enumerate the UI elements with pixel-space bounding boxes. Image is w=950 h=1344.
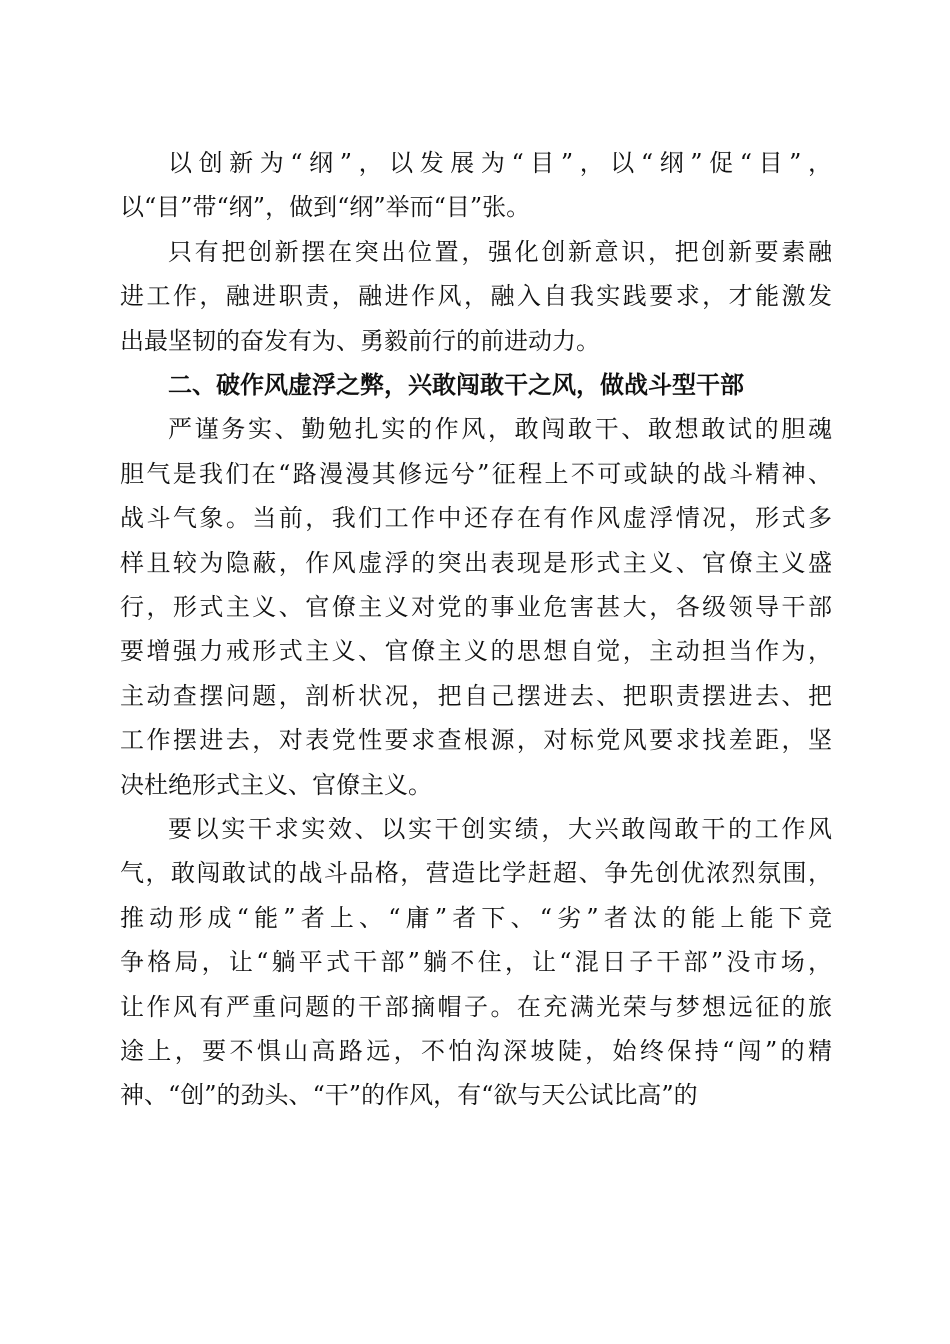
paragraph-line: 主动查摆问题，剖析状况，把自己摆进去、把职责摆进去、把 — [120, 681, 832, 710]
paragraph-line: 推动形成“能”者上、“庸”者下、“劣”者汰的能上能下竞 — [120, 903, 832, 932]
paragraph-line: 只有把创新摆在突出位置，强化创新意识，把创新要素融 — [168, 237, 832, 266]
paragraph-line: 出最坚韧的奋发有为、勇毅前行的前进动力。 — [120, 326, 600, 355]
paragraph-line: 神、“创”的劲头、“干”的作风，有“欲与天公试比高”的 — [120, 1081, 698, 1110]
paragraph-line: 严谨务实、勤勉扎实的作风，敢闯敢干、敢想敢试的胆魂 — [168, 415, 832, 444]
paragraph-line: 气，敢闯敢试的战斗品格，营造比学赶超、争先创优浓烈氛围， — [120, 859, 832, 888]
paragraph-line: 让作风有严重问题的干部摘帽子。在充满光荣与梦想远征的旅 — [120, 992, 832, 1021]
paragraph-line: 工作摆进去，对表党性要求查根源，对标党风要求找差距，坚 — [120, 726, 832, 755]
paragraph-line: 要增强力戒形式主义、官僚主义的思想自觉，主动担当作为， — [120, 637, 832, 666]
paragraph-line: 以“目”带“纲”，做到“纲”举而“目”张。 — [120, 193, 531, 222]
paragraph-line: 样且较为隐蔽，作风虚浮的突出表现是形式主义、官僚主义盛 — [120, 548, 832, 577]
paragraph-line: 途上，要不惧山高路远，不怕沟深坡陡，始终保持“闯”的精 — [120, 1037, 832, 1065]
paragraph-line: 胆气是我们在“路漫漫其修远兮”征程上不可或缺的战斗精神、 — [120, 459, 832, 488]
section-heading: 二、破作风虚浮之弊，兴敢闯敢干之风，做战斗型干部 — [168, 371, 744, 399]
paragraph-line: 行，形式主义、官僚主义对党的事业危害甚大，各级领导干部 — [120, 593, 832, 621]
paragraph-line: 进工作，融进职责，融进作风，融入自我实践要求，才能激发 — [120, 282, 832, 311]
paragraph-line: 决杜绝形式主义、官僚主义。 — [120, 770, 432, 799]
paragraph-line: 要以实干求实效、以实干创实绩，大兴敢闯敢干的工作风 — [168, 815, 832, 843]
paragraph-line: 战斗气象。当前，我们工作中还存在有作风虚浮情况，形式多 — [120, 504, 832, 533]
paragraph-line: 争格局，让“躺平式干部”躺不住，让“混日子干部”没市场， — [120, 948, 832, 977]
paragraph-line: 以创新为“纲”，以发展为“目”，以“纲”促“目”， — [168, 149, 832, 177]
